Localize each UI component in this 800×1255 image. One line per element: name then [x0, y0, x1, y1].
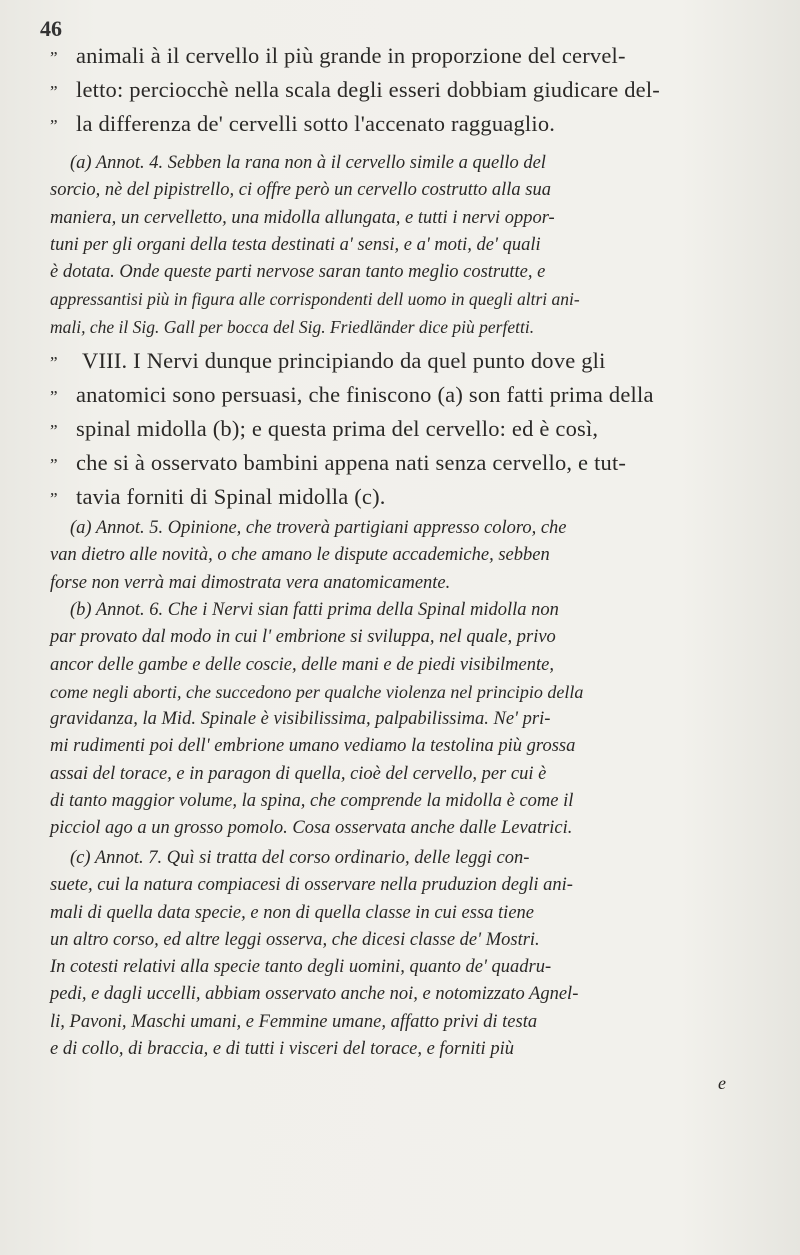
- footnote-line: e di collo, di braccia, e di tutti i visceri del torace, e forniti più: [50, 1039, 514, 1060]
- quote-mark: ”: [50, 48, 58, 67]
- footnote-line: pedi, e dagli uccelli, abbiam osservato anche noi, e notomizzato Agnel-: [50, 984, 579, 1005]
- footnote-annot-4: [50, 150, 762, 341]
- footnote-line: forse non verrà mai dimostrata vera anatomicamente.: [50, 572, 451, 593]
- quote-mark: ”: [50, 82, 58, 101]
- quote-mark: ”: [50, 353, 58, 372]
- footnote-line: van dietro alle novità, o che amano le dispute accademiche, sebben: [50, 545, 550, 566]
- footnote-annot-7: [50, 845, 762, 1063]
- footnote-line: un altro corso, ed altre leggi osserva, che dicesi classe de' Mostri.: [50, 929, 540, 950]
- footnote-line: ancor delle gambe e delle coscie, delle mani e de piedi visibilmente,: [50, 654, 554, 675]
- footnote-line: suete, cui la natura compiacesi di osservare nella pruduzion degli ani-: [50, 875, 573, 896]
- footnote-annot-5: [50, 515, 762, 597]
- quoted-line: ” che si à osservato bambini appena nati senza cervello, e tut-: [50, 447, 762, 481]
- quoted-paragraph-continuation: [50, 40, 762, 142]
- footnote-line: (b) Annot. 6. Che i Nervi sian fatti prima della Spinal midolla non: [70, 600, 559, 620]
- footnote-line: maniera, un cervelletto, una midolla allungata, e tutti i nervi oppor-: [50, 207, 555, 228]
- footnote-line: (a) Annot. 5. Opinione, che troverà partigiani appresso coloro, che: [70, 518, 567, 538]
- footnote-line: come negli aborti, che succedono per qualche violenza nel principio della: [50, 681, 584, 702]
- footnote-line: (c) Annot. 7. Quì si tratta del corso ordinario, delle leggi con-: [70, 848, 530, 868]
- paragraph-viii: [50, 345, 762, 515]
- footnote-line: mali di quella data specie, e non di quella classe in cui essa tiene: [50, 902, 534, 923]
- quoted-line: ” anatomici sono persuasi, che finiscono (a) son fatti prima della: [50, 379, 762, 413]
- quoted-line: ” VIII. I Nervi dunque principiando da quel punto dove gli: [50, 345, 762, 379]
- quote-mark: ”: [50, 489, 58, 508]
- quoted-line: ” tavia forniti di Spinal midolla (c).: [50, 481, 762, 515]
- footnote-line: gravidanza, la Mid. Spinale è visibilissima, palpabilissima. Ne' pri-: [50, 709, 551, 730]
- catchword: e: [718, 1073, 726, 1093]
- quoted-line: ” animali à il cervello il più grande in proporzione del cervel-: [50, 40, 762, 74]
- footnote-annot-6: [50, 597, 762, 843]
- footnote-line: mali, che il Sig. Gall per bocca del Sig. Friedländer dice più perfetti.: [50, 316, 535, 337]
- quote-mark: ”: [50, 387, 58, 406]
- footnote-line: In cotesti relativi alla specie tanto degli uomini, quanto de' quadru-: [50, 957, 552, 978]
- quote-mark: ”: [50, 455, 58, 474]
- quote-mark: ”: [50, 116, 58, 135]
- quoted-line: ” spinal midolla (b); e questa prima del cervello: ed è così,: [50, 413, 762, 447]
- footnote-line: è dotata. Onde queste parti nervose saran tanto meglio costrutte, e: [50, 262, 546, 283]
- footnote-line: tuni per gli organi della testa destinati a' sensi, e a' moti, de' quali: [50, 234, 541, 255]
- footnote-line: appressantisi più in figura alle corrispondenti dell uomo in quegli altri ani-: [50, 289, 580, 310]
- quote-mark: ”: [50, 421, 58, 440]
- footnote-line: (a) Annot. 4. Sebben la rana non à il cervello simile a quello del: [70, 153, 546, 173]
- footnote-line: par provato dal modo in cui l' embrione si sviluppa, nel quale, privo: [50, 627, 556, 648]
- footnote-line: assai del torace, e in paragon di quella, cioè del cervello, per cui è: [50, 763, 547, 784]
- footnote-line: di tanto maggior volume, la spina, che comprende la midolla è come il: [50, 791, 574, 812]
- quoted-line: ” letto: perciocchè nella scala degli esseri dobbiam giudicare del-: [50, 74, 762, 108]
- footnote-line: mi rudimenti poi dell' embrione umano vediamo la testolina più grossa: [50, 736, 576, 757]
- footnote-line: picciol ago a un grosso pomolo. Cosa osservata anche dalle Levatrici.: [50, 818, 573, 839]
- footnote-line: li, Pavoni, Maschi umani, e Femmine umane, affatto privi di testa: [50, 1011, 538, 1032]
- footnote-line: sorcio, nè del pipistrello, ci offre però un cervello costrutto alla sua: [50, 180, 551, 201]
- page-number: 46: [40, 16, 62, 41]
- quoted-line: ” la differenza de' cervelli sotto l'accenato ragguaglio.: [50, 108, 762, 142]
